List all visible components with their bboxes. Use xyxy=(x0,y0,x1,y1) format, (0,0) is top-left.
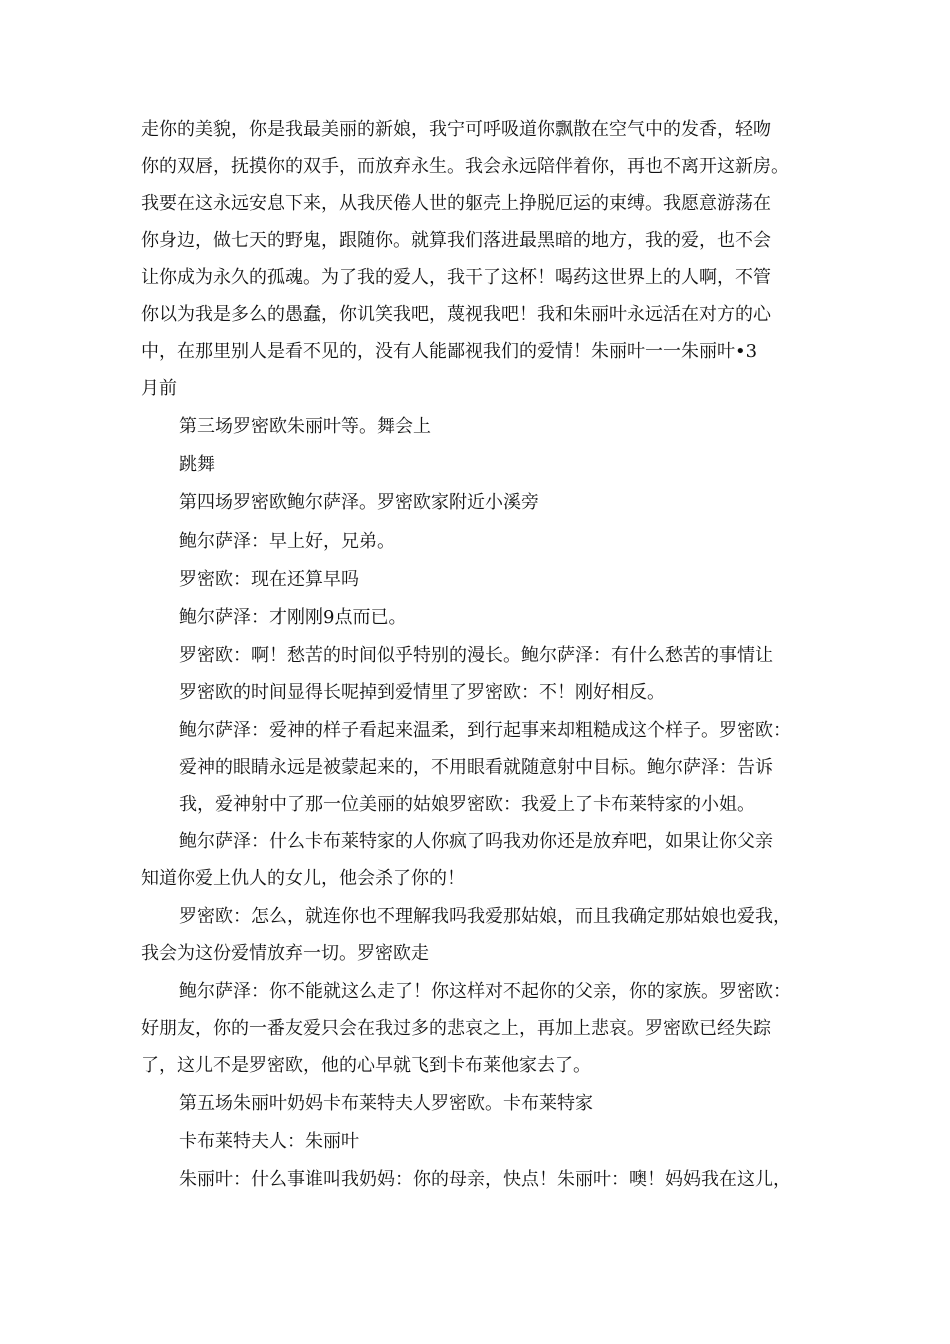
text-line: 月前 xyxy=(141,378,177,399)
dialogue-line: 我会为这份爱情放弃一切。罗密欧走 xyxy=(141,943,429,964)
text-line: 我要在这永远安息下来，从我厌倦人世的躯壳上挣脱厄运的束缚。我愿意游荡在 xyxy=(141,193,771,214)
dialogue-line: 罗密欧：怎么，就连你也不理解我吗我爱那姑娘，而且我确定那姑娘也爱我， xyxy=(179,906,791,927)
dialogue-line: 知道你爱上仇人的女儿，他会杀了你的！ xyxy=(141,868,465,889)
text-line: 你以为我是多么的愚蠢，你讥笑我吧，蔑视我吧！我和朱丽叶永远活在对方的心 xyxy=(141,304,771,325)
text-line: 让你成为永久的孤魂。为了我的爱人，我干了这杯！喝药这世界上的人啊，不管 xyxy=(141,267,771,288)
dialogue-line: 了，这儿不是罗密欧，他的心早就飞到卡布莱他家去了。 xyxy=(141,1055,591,1076)
scene-heading: 第三场罗密欧朱丽叶等。舞会上 xyxy=(179,416,431,437)
dialogue-line: 鲍尔萨泽：才刚刚9点而已。 xyxy=(179,607,407,628)
dialogue-line: 卡布莱特夫人：朱丽叶 xyxy=(179,1131,359,1152)
dialogue-line: 我，爱神射中了那一位美丽的姑娘罗密欧：我爱上了卡布莱特家的小姐。 xyxy=(179,794,755,815)
text-line: 你身边，做七天的野鬼，跟随你。就算我们落进最黑暗的地方，我的爱，也不会 xyxy=(141,230,771,251)
scene-heading: 第五场朱丽叶奶妈卡布莱特夫人罗密欧。卡布莱特家 xyxy=(179,1093,593,1114)
text-line: 中，在那里别人是看不见的，没有人能鄙视我们的爱情！朱丽叶一一朱丽叶•3 xyxy=(141,341,758,362)
dialogue-line: 鲍尔萨泽：爱神的样子看起来温柔，到行起事来却粗糙成这个样子。罗密欧： xyxy=(179,720,791,741)
dialogue-line: 罗密欧的时间显得长呢掉到爱情里了罗密欧：不！刚好相反。 xyxy=(179,682,665,703)
text-line: 走你的美貌，你是我最美丽的新娘，我宁可呼吸道你飘散在空气中的发香，轻吻 xyxy=(141,119,771,140)
dialogue-line: 鲍尔萨泽：你不能就这么走了！你这样对不起你的父亲，你的家族。罗密欧： xyxy=(179,981,791,1002)
dialogue-line: 爱神的眼睛永远是被蒙起来的，不用眼看就随意射中目标。鲍尔萨泽：告诉 xyxy=(179,757,773,778)
dialogue-line: 罗密欧：啊！愁苦的时间似乎特别的漫长。鲍尔萨泽：有什么愁苦的事情让 xyxy=(179,645,773,666)
dialogue-line: 罗密欧：现在还算早吗 xyxy=(179,569,359,590)
dialogue-line: 朱丽叶：什么事谁叫我奶妈：你的母亲，快点！朱丽叶：噢！妈妈我在这儿， xyxy=(179,1169,791,1190)
text-line: 你的双唇，抚摸你的双手，而放弃永生。我会永远陪伴着你，再也不离开这新房。 xyxy=(141,156,789,177)
stage-direction: 跳舞 xyxy=(179,454,215,475)
dialogue-line: 好朋友，你的一番友爱只会在我过多的悲哀之上，再加上悲哀。罗密欧已经失踪 xyxy=(141,1018,771,1039)
dialogue-line: 鲍尔萨泽：早上好，兄弟。 xyxy=(179,531,395,552)
scene-heading: 第四场罗密欧鲍尔萨泽。罗密欧家附近小溪旁 xyxy=(179,492,539,513)
dialogue-line: 鲍尔萨泽：什么卡布莱特家的人你疯了吗我劝你还是放弃吧，如果让你父亲 xyxy=(179,831,773,852)
